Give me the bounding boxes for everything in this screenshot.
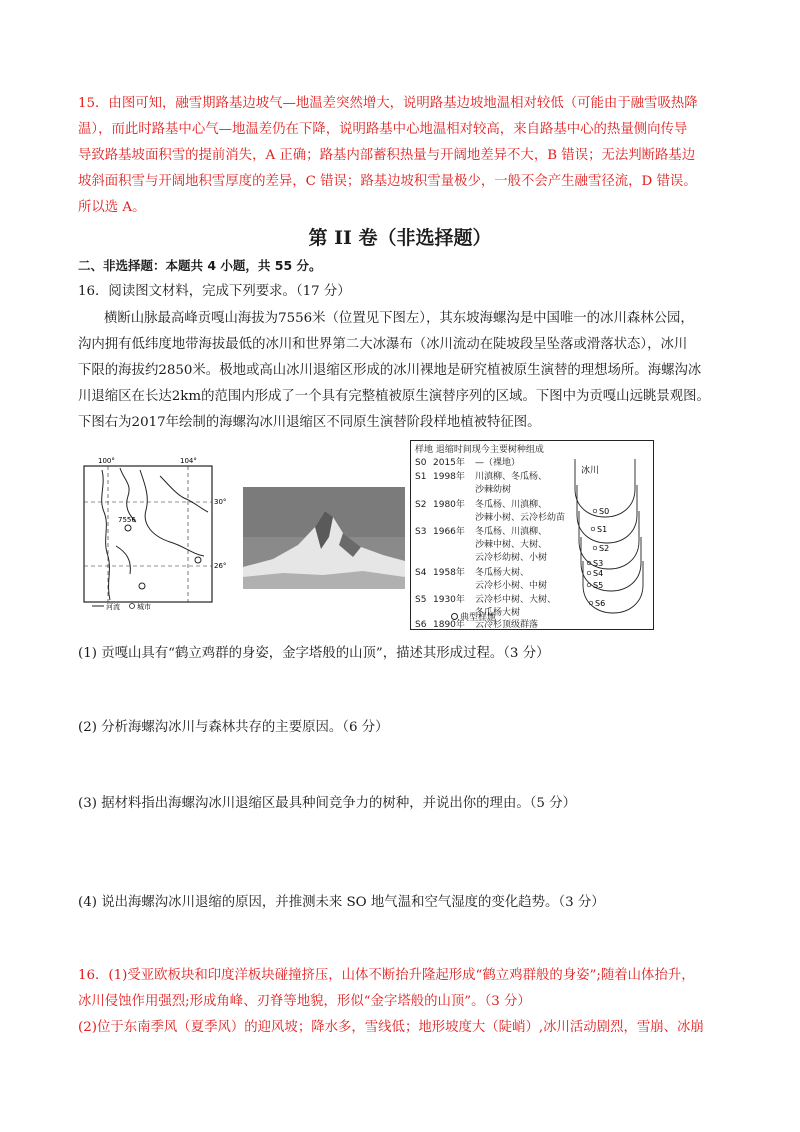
answer-15-line: 温），而此时路基中心气—地温差仍在下降，说明路基中心地温相对较高，来自路基中心的热量侧向传导 xyxy=(78,122,688,137)
map-lon-1: 100° xyxy=(98,457,115,465)
answer-15-line: 坡斜面积雪与开阔地积雪厚度的差异，C 错误；路基边坡积雪量极少，一般不会产生融雪径流，D 错误。 xyxy=(78,174,697,189)
plot-year: 1998年 xyxy=(433,472,465,482)
plot-code: S3 xyxy=(415,527,427,537)
plot-species: 云冷杉小树、中树 xyxy=(475,581,548,591)
plot-species: 沙棘小树、云冷杉幼苗 xyxy=(475,513,566,523)
material-line: 下图右为2017年绘制的海螺沟冰川退缩区不同原生演替阶段样地植被特征图。 xyxy=(78,415,541,430)
location-map xyxy=(80,456,232,616)
sample-plot-icon xyxy=(451,613,458,620)
answer-16-line: 16．(1)受亚欧板块和印度洋板块碰撞挤压，山体不断抬升隆起形成“鹤立鸡群般的身姿”;随着山体抬升， xyxy=(78,968,695,983)
material-line: 川退缩区在长达2km的范围内形成了一个具有完整植被原生演替序列的区域。下图中为贡嘎山远眺景观图。 xyxy=(78,389,710,404)
plot-year: 2015年 xyxy=(433,458,465,468)
plot-code: S4 xyxy=(415,568,427,578)
material-line: 沟内拥有低纬度地带海拔最低的冰川和世界第二大冰瀑布（冰川流动在陡坡段呈坠落或滑落状态），冰川 xyxy=(78,337,688,352)
plot-vegetation-table xyxy=(410,440,654,630)
sub-question-2: (2) 分析海螺沟冰川与森林共存的主要原因。（6 分） xyxy=(78,720,389,735)
plot-year: 1966年 xyxy=(433,527,465,537)
plot-year: 1958年 xyxy=(433,568,465,578)
map-legend-river: 河流 xyxy=(106,603,120,611)
sub-question-1: (1) 贡嘎山具有“鹤立鸡群的身姿，金字塔般的山顶”，描述其形成过程。（3 分） xyxy=(78,646,550,661)
table-row-s0 xyxy=(415,457,520,470)
part-heading: 二、非选择题：本题共 4 小题，共 55 分。 xyxy=(78,258,322,273)
plot-year: 1980年 xyxy=(433,500,465,510)
plot-year: 1930年 xyxy=(433,595,465,605)
gongga-mountain-photo xyxy=(243,487,405,589)
sub-question-3: (3) 据材料指出海螺沟冰川退缩区最具种间竞争力的树种，并说出你的理由。（5 分） xyxy=(78,796,576,811)
plot-year: 1890年 xyxy=(433,620,465,630)
point-label-s0: S0 xyxy=(599,507,610,516)
point-label-s5: S5 xyxy=(593,581,604,590)
table-row-s5 xyxy=(415,594,556,607)
plot-code: S6 xyxy=(415,620,427,630)
answer-15-line: 导致路基坡面积雪的提前消失，A 正确；路基内部蓄积热量与开阔地差异不大，B 错误；无法判断路基边 xyxy=(78,148,696,163)
table-header: 样地 退缩时间现今主要树种组成 xyxy=(415,445,544,455)
map-lat-1: 30° xyxy=(214,498,227,506)
plot-species: 冬瓜杨大树 xyxy=(475,608,521,618)
plot-species: 云冷杉幼树、小树 xyxy=(475,553,548,563)
plot-code: S5 xyxy=(415,595,427,605)
section-title: 第 II 卷（非选择题） xyxy=(308,227,492,249)
material-line: 下限的海拔约2850米。极地或高山冰川退缩区形成的冰川裸地是研究植被原生演替的理想场所。海螺沟冰 xyxy=(78,363,702,378)
map-lon-2: 104° xyxy=(180,457,197,465)
plot-species: 冬瓜杨、川滇柳、 xyxy=(475,500,548,510)
glacier-retreat-diagram xyxy=(571,445,649,625)
point-label-s6: S6 xyxy=(595,599,606,608)
legend-label: 典型样地 xyxy=(460,613,497,623)
sub-question-4: (4) 说出海螺沟冰川退缩的原因，并推测未来 SO 地气温和空气湿度的变化趋势。（3 分） xyxy=(78,895,605,910)
plot-species: 云冷杉中树、大树、 xyxy=(475,595,557,605)
plot-species: 冬瓜杨大树、 xyxy=(475,568,530,578)
plot-code: S2 xyxy=(415,500,427,510)
plot-species: 沙棘幼树 xyxy=(475,485,512,495)
plot-species: —（裸地） xyxy=(475,458,521,468)
answer-15-line: 所以选 A。 xyxy=(78,200,146,215)
table-row-s1 xyxy=(415,471,547,484)
point-label-s2: S2 xyxy=(599,544,610,553)
plot-species: 沙棘中树、大树、 xyxy=(475,540,548,550)
answer-15-line: 15．由图可知，融雪期路基边坡气—地温差突然增大，说明路基边坡地温相对较低（可能由于融雪吸热降 xyxy=(78,96,698,111)
plot-code: S0 xyxy=(415,458,427,468)
point-label-s4: S4 xyxy=(593,569,604,578)
plot-species: 川滇柳、冬瓜杨、 xyxy=(475,472,548,482)
map-legend-city: 城市 xyxy=(137,603,151,611)
question-16-stem: 16．阅读图文材料，完成下列要求。（17 分） xyxy=(78,284,351,299)
plot-species: 云冷杉顶级群落 xyxy=(475,620,539,630)
table-row-s2 xyxy=(415,499,547,512)
table-legend xyxy=(451,612,496,625)
plot-code: S1 xyxy=(415,472,427,482)
answer-16-line: (2)位于东南季风（夏季风）的迎风坡；降水多，雪线低；地形坡度大（陡峭）,冰川活动剧烈，雪崩、冰崩 xyxy=(78,1020,704,1035)
answer-16-line: 冰川侵蚀作用强烈;形成角峰、刃脊等地貌，形似“金字塔般的山顶”。（3 分） xyxy=(78,994,531,1009)
point-label-s1: S1 xyxy=(597,525,608,534)
table-row-s3 xyxy=(415,526,547,539)
material-line: 横断山脉最高峰贡嘎山海拔为7556米（位置见下图左），其东坡海螺沟是中国唯一的冰川森林公园， xyxy=(104,311,694,326)
table-row-s4 xyxy=(415,567,529,580)
glacier-label: 冰川 xyxy=(581,466,600,476)
map-peak-label: 7556 xyxy=(118,516,136,524)
plot-species: 冬瓜杨、川滇柳、 xyxy=(475,527,548,537)
map-lat-2: 26° xyxy=(214,562,227,570)
point-label-s3: S3 xyxy=(593,559,604,568)
